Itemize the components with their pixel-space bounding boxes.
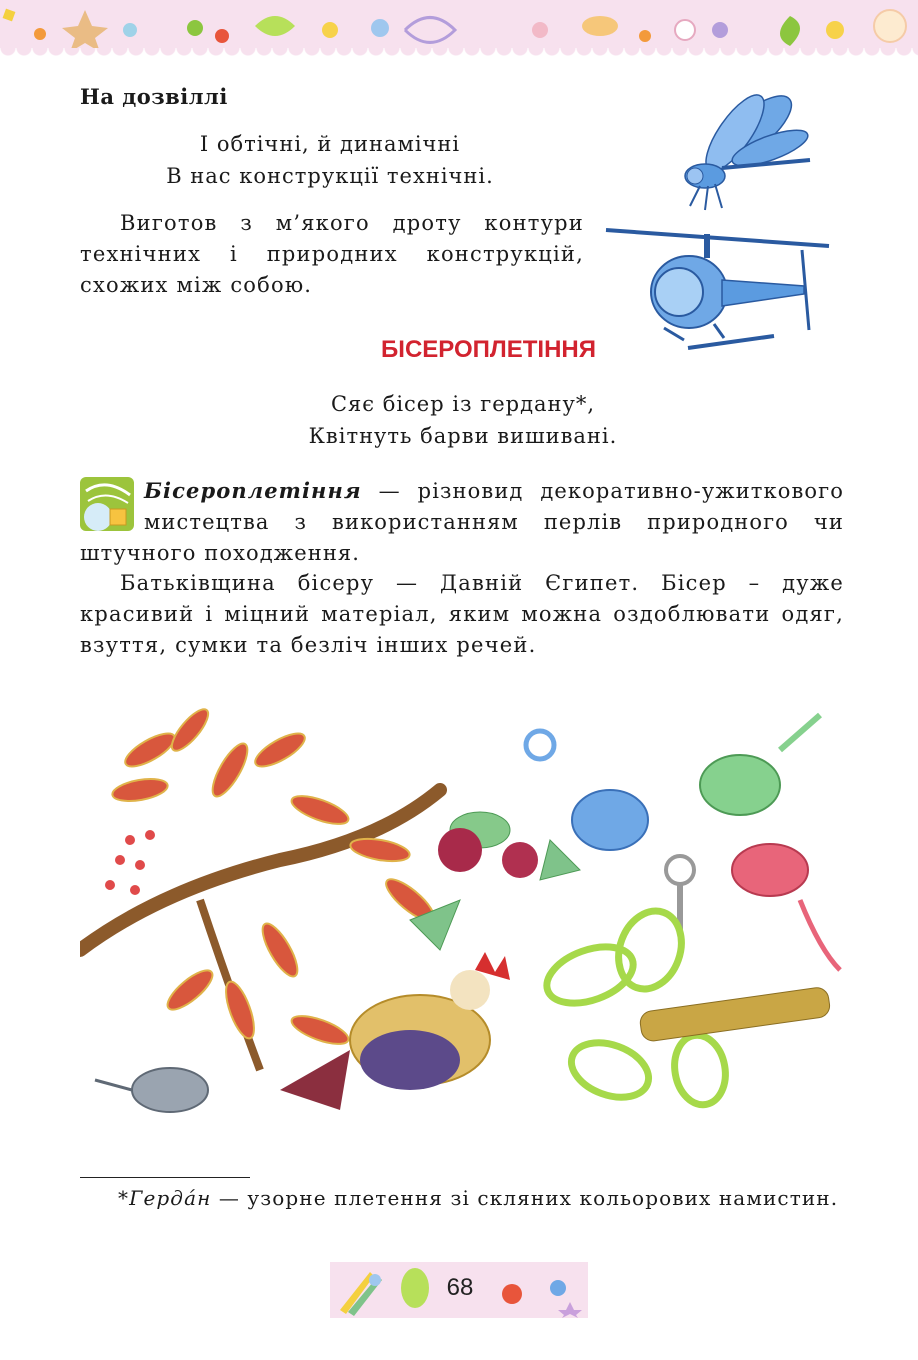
poem-line: Сяє бісер із гердану*,: [330, 392, 596, 416]
poem-line: В нас конструкції технічні.: [166, 164, 494, 188]
top-decorative-border: [0, 0, 918, 56]
footnote-divider: [80, 1177, 250, 1178]
border-ornaments: [0, 0, 918, 56]
poem-beads: [268, 388, 658, 452]
beadwork-photo: [80, 690, 844, 1140]
poem-line: Квітнуть барви вишивані.: [308, 424, 618, 448]
footnote-text: — узорне плетення зі скляних кольорових намистин.: [211, 1186, 839, 1210]
definition-text: — різновид декоративно-ужиткового мистецтва з використанням перлів природного чи штучного походження.: [80, 479, 844, 565]
definition-term: Бісероплетіння: [144, 478, 362, 503]
dragonfly-illustration: [660, 88, 820, 218]
definition-icon: [80, 477, 134, 531]
footnote: [80, 1184, 844, 1213]
history-paragraph: Батьківщина бісеру — Давній Єгипет. Бісер – дуже красивий і міцний матеріал, яким можна оздоблювати одяг, взуття, сумки та безліч інших речей.: [80, 571, 844, 657]
poem-line: І обтічні, й динамічні: [199, 132, 461, 156]
footnote-marker: *: [118, 1186, 130, 1210]
subheading-beadwork: БІСЕРОПЛЕТІННЯ: [381, 336, 596, 363]
page-number: 68: [446, 1274, 474, 1301]
footnote-term: Гердáн: [129, 1186, 212, 1210]
section-title: На дозвіллі: [80, 84, 228, 109]
poem-technical: [130, 128, 530, 192]
helicopter-illustration: [604, 220, 834, 360]
definition-block: [80, 475, 844, 569]
task-paragraph: Виготов з м’якого дроту контури технічних і природних конструкцій, схожих між собою.: [80, 211, 584, 297]
